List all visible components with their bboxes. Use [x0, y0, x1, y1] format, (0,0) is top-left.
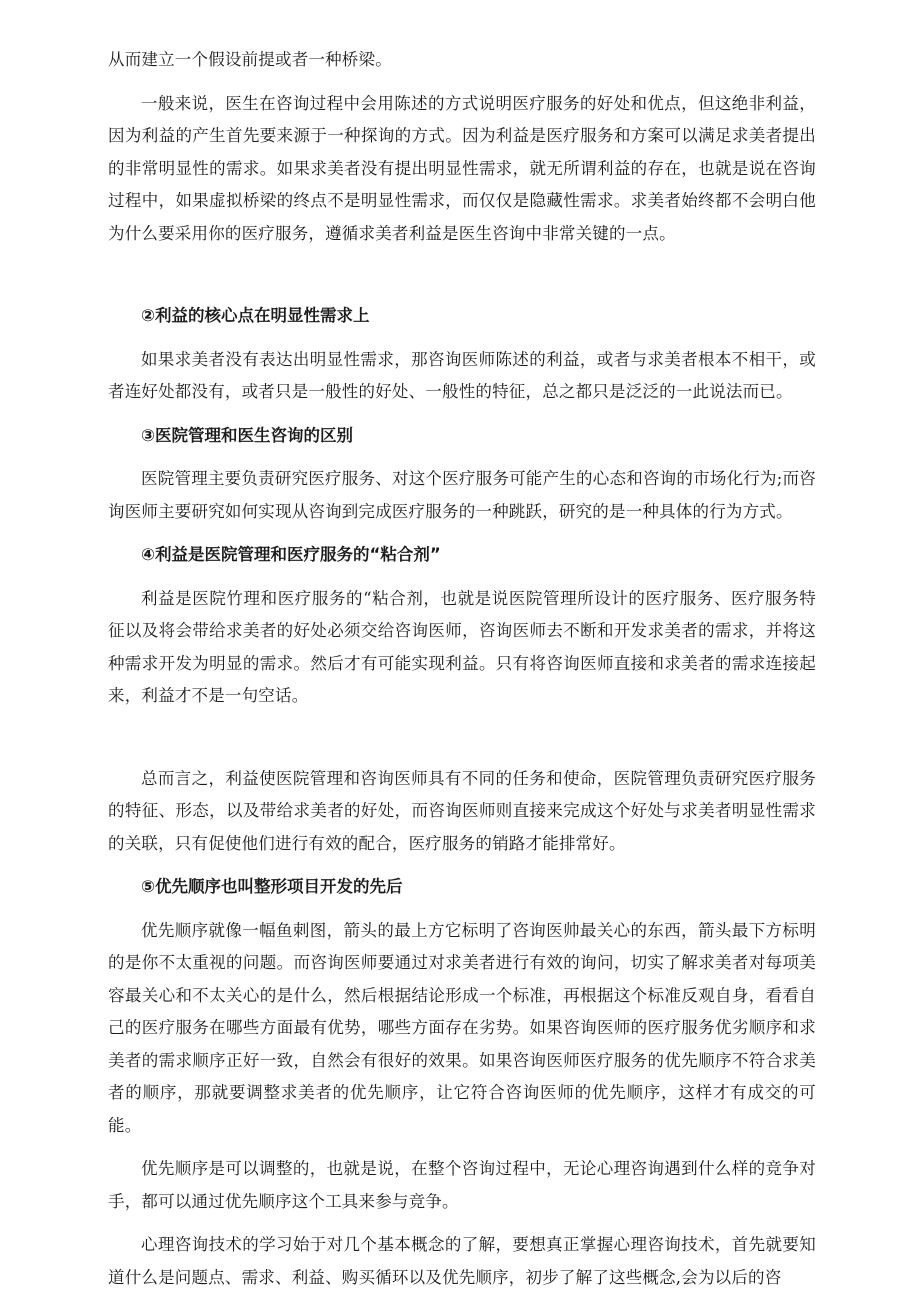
spacer: [108, 860, 816, 871]
spacer: [108, 528, 816, 539]
spacer: [108, 1142, 816, 1153]
paragraph-priority-adjustable: 优先顺序是可以调整的，也就是说，在整个咨询过程中，无论心理咨询遇到什么样的竞争对手，都可以通过优先顺序这个工具来参与竞争。: [108, 1159, 816, 1211]
paragraph-benefit-explanation: 一般来说，医生在咨询过程中会用陈述的方式说明医疗服务的好处和优点，但这绝非利益，因为利益的产生首先要来源于一种探询的方式。因为利益是医疗服务和方案可以满足求美者提出的非常明显性的需求。如果求美者没有提出明显性需求，就无所谓利益的存在，也就是说在咨询过程中，如果虚拟桥梁的终点不是明显性需求，而仅仅是隐藏性需求。求美者始终都不会明白他为什么要采用你的医疗服务，遵循求美者利益是医生咨询中非常关键的一点。: [108, 93, 816, 243]
spacer: [108, 77, 816, 88]
paragraph-learning-concepts: 心理咨询技术的学习始于对几个基本概念的了解，要想真正掌握心理咨询技术，首先就要知道什么是问题点、需求、利益、购买循环以及优先顺序，初步了解了这些概念,会为以后的咨: [108, 1235, 816, 1287]
spacer: [108, 713, 816, 763]
spacer: [108, 1218, 816, 1229]
paragraph-management-vs-consulting: 医院管理主要负责研究医疗服务、对这个医疗服务可能产生的心态和咨询的市场化行为;而咨询医师主要研究如何实现从咨询到完成医疗服务的一种跳跃，研究的是一种具体的行为方式。: [108, 469, 816, 521]
section-heading-3: ③医院管理和医生咨询的区别: [141, 425, 353, 445]
section-heading-5: ⑤优先顺序也叫整形项目开发的先后: [141, 877, 403, 896]
document-body: [108, 44, 816, 1294]
paragraph-core-point: 如果求美者没有表达出明显性需求，那咨询医师陈述的利益，或者与求美者根本不相干，或者连好处都没有，或者只是一般性的好处、一般性的特征，总之都只是泛泛的一此说法而已。: [108, 349, 816, 401]
paragraph-priority-order: 优先顺序就像一幅鱼刺图，箭头的最上方它标明了咨询医帅最关心的东西，箭头最下方标明的是你不太重视的问题。而咨询医师要通过对求美者进行有效的询问，切实了解求美者对每项美容最关心和不太关心的是什么，然后根据结论形成一个标准，再根据这个标准反观自身，看看自己的医疗服务在哪些方面最有优势，哪些方面存在劣势。如果咨询医师的医疗服务优劣顺序和求美者的需求顺序正好一致，自然会有很好的效果。如果咨询医师医疗服务的优先顺序不符合求美者的顺序，那就要调整求美者的优先顺序，让它符合咨询医师的优先顺序，这样才有成交的可能。: [108, 920, 816, 1135]
section-heading-4: ④利益是医院管理和医疗服务的“粘合剂”: [141, 545, 441, 564]
paragraph-intro-fragment: 从而建立一个假设前提或者一种桥梁。: [108, 50, 392, 69]
spacer: [108, 409, 816, 420]
spacer: [108, 904, 816, 915]
section-heading-2: ②利益的核心点在明显性需求上: [141, 306, 370, 325]
spacer: [108, 452, 816, 463]
spacer: [108, 333, 816, 344]
paragraph-binding-agent: 利益是医院竹理和医疗服务的“粘合剂，也就是说医院管理所设计的医疗服务、医疗服务特征以及将会带给求美者的好处必须交给咨询医师，咨询医师去不断和开发求美者的需求，并将这种需求开发为明显的需求。然后才有可能实现利益。只有将咨询医师直接和求美者的需求连接起来，利益才不是一句空话。: [108, 588, 816, 705]
paragraph-summary: 总而言之，利益使医院管理和咨询医师具有不同的任务和使命，医院管理负责研究医疗服务的特征、形态，以及带给求美者的好处，而咨询医师则直接来完成这个好处与求美者明显性需求的关联，只有促使他们进行有效的配合，医疗服务的销路才能排常好。: [108, 768, 816, 853]
spacer: [108, 250, 816, 300]
spacer: [108, 572, 816, 583]
